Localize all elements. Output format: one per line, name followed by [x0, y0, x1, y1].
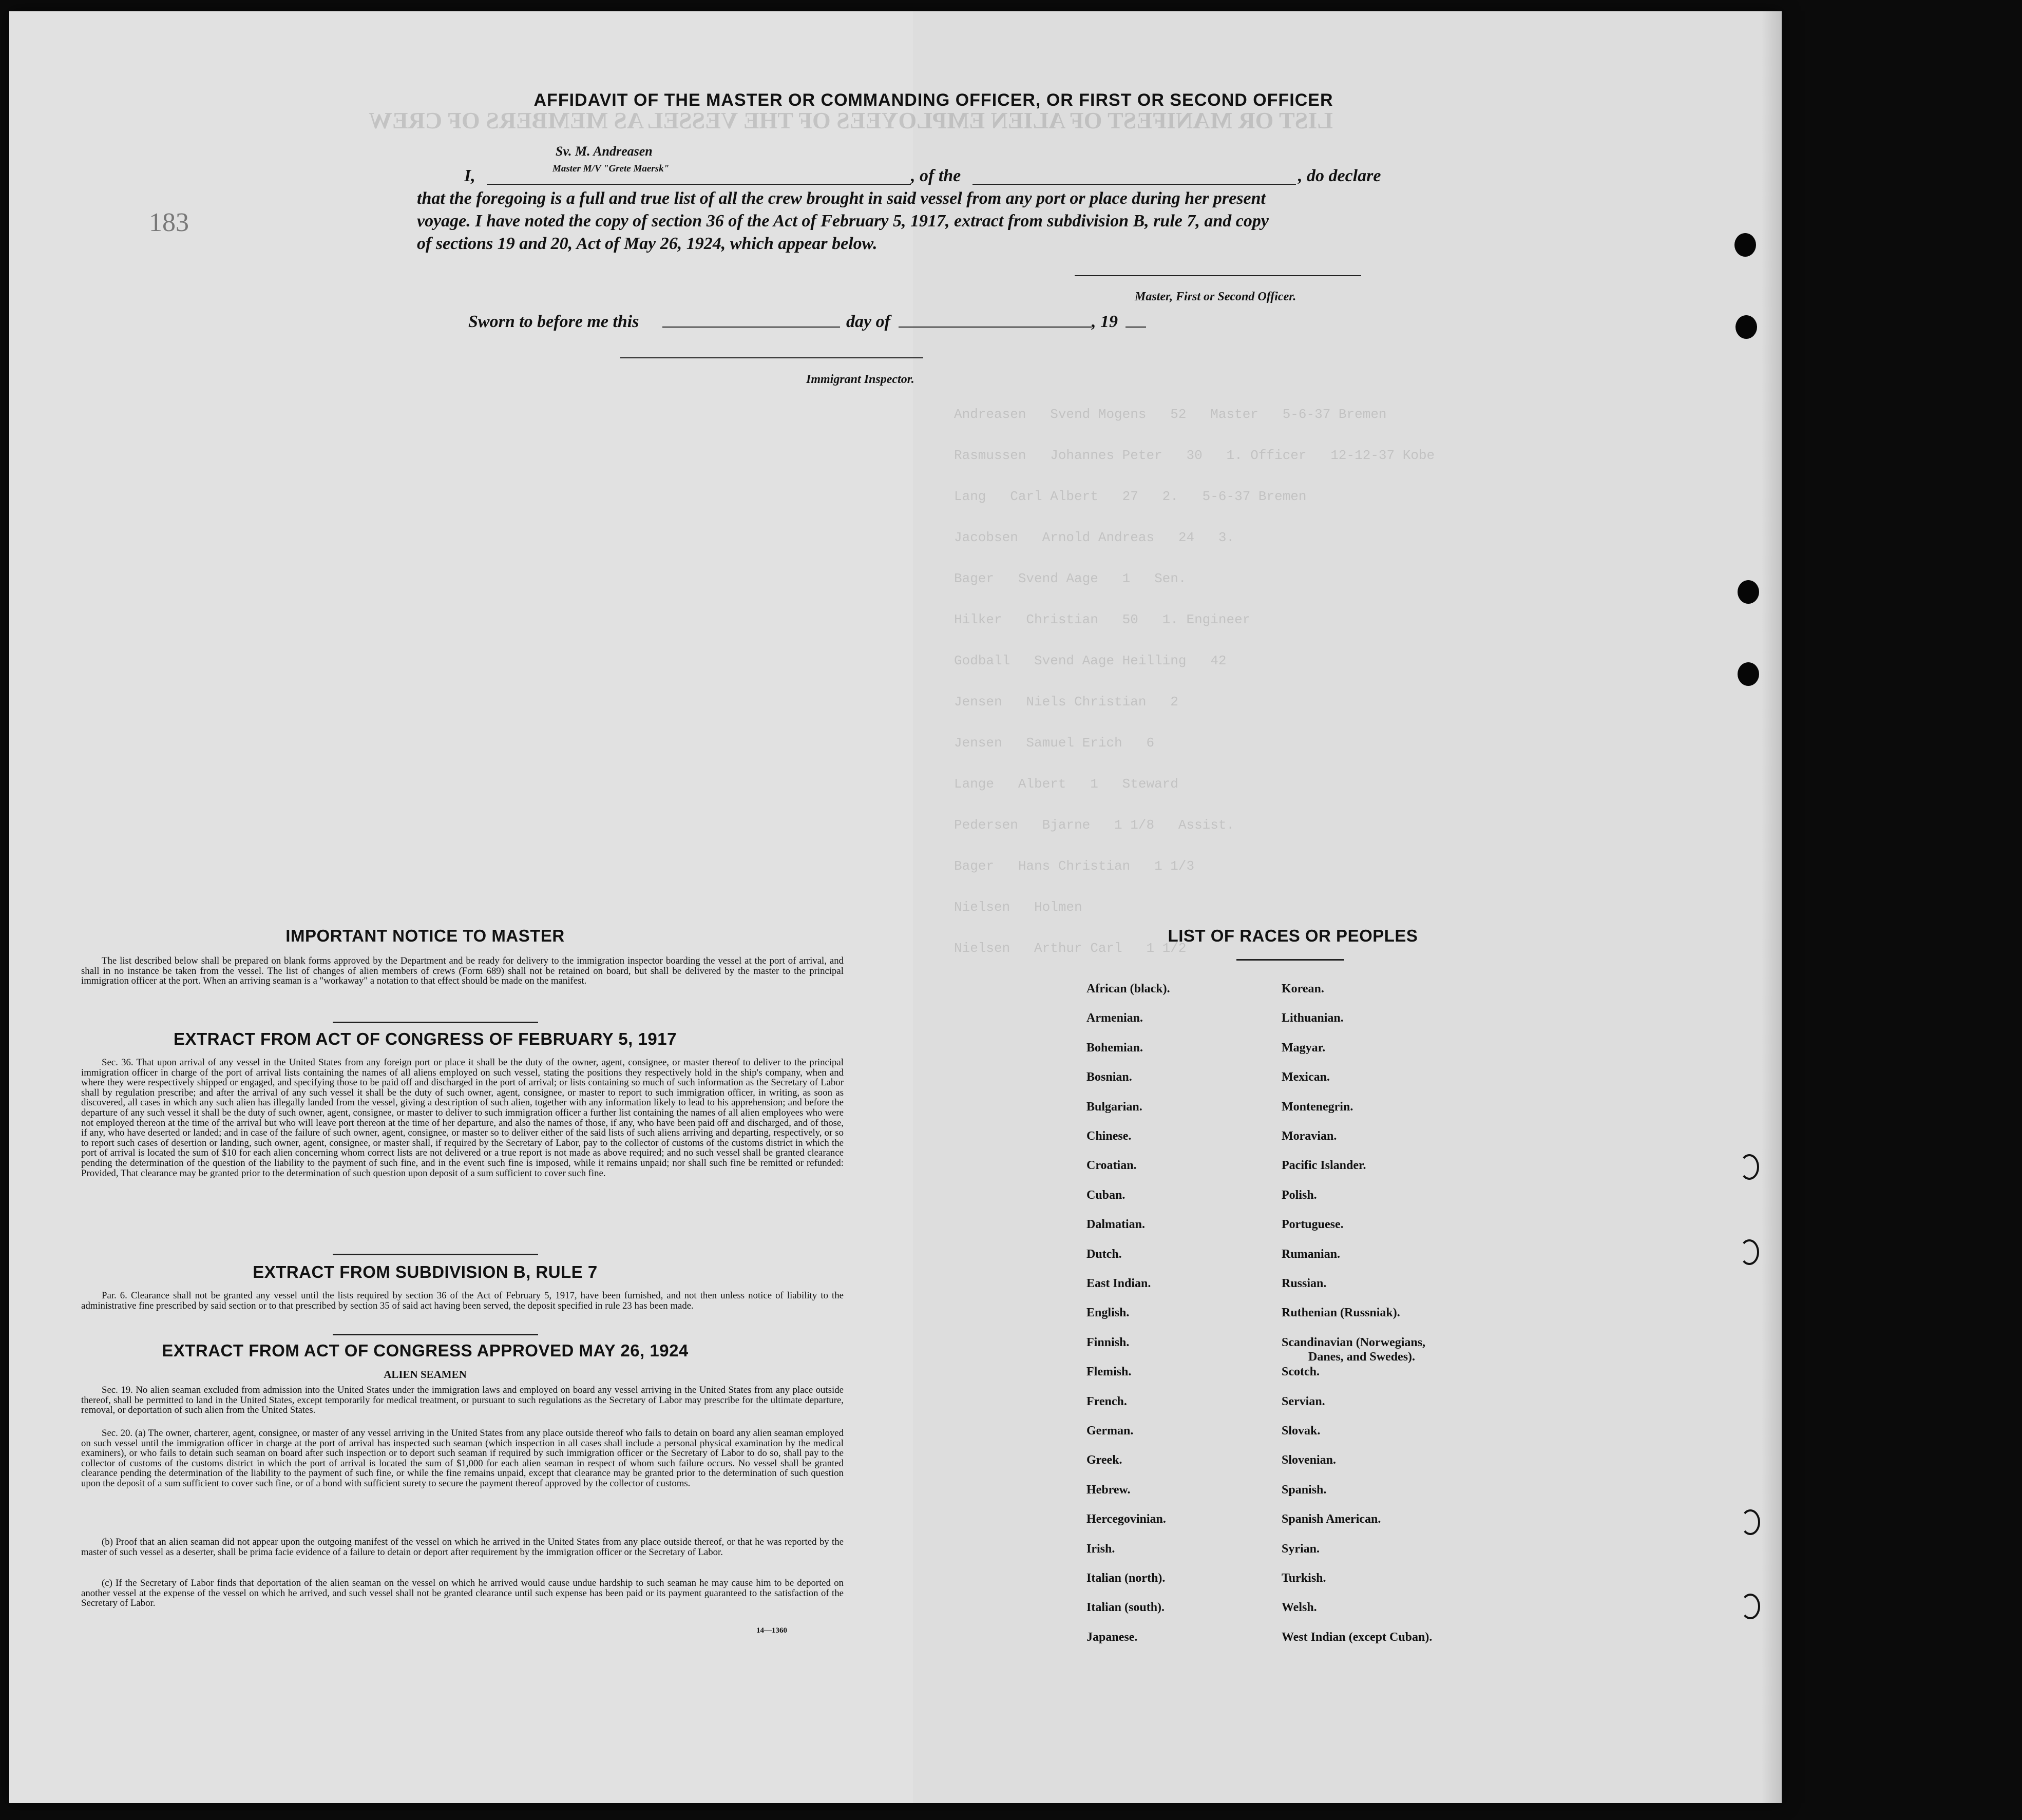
bleed-through-row: Jacobsen Arnold Andreas 24 3.: [954, 530, 1235, 545]
bleed-through-row: Bager Svend Aage 1 Sen.: [954, 571, 1187, 586]
race-item: Danes, and Swedes).: [1308, 1350, 1416, 1364]
race-item: Croatian.: [1086, 1159, 1137, 1173]
race-item: English.: [1086, 1306, 1130, 1320]
margin-number: 183: [149, 208, 189, 237]
race-item: Pacific Islander.: [1282, 1159, 1366, 1173]
bleed-through-row: Jensen Niels Christian 2: [954, 694, 1178, 710]
race-item: East Indian.: [1086, 1277, 1151, 1290]
race-item: Slovak.: [1282, 1424, 1321, 1438]
extract3-sec20b: (b) Proof that an alien seaman did not appear upon the outgoing manifest of the vessel on which he arrived in the United States from any place outside thereof, or that he was reported by the master of such vessel as a deserter, shall be prima facie evidence of a failure to detain or deport after requirement by the immigration officer or the Secretary of Labor.: [81, 1537, 844, 1558]
race-item: Polish.: [1282, 1188, 1317, 1202]
race-item: Slovenian.: [1282, 1453, 1337, 1467]
binder-hole: [1734, 233, 1756, 257]
race-item: Finnish.: [1086, 1335, 1130, 1349]
race-item: Hebrew.: [1086, 1483, 1131, 1497]
race-item: Chinese.: [1086, 1129, 1132, 1143]
sworn-month-underline: [899, 327, 1092, 328]
race-item: Lithuanian.: [1282, 1011, 1344, 1025]
race-item: Cuban.: [1086, 1188, 1126, 1202]
race-item: Bulgarian.: [1086, 1100, 1142, 1114]
race-item: Scotch.: [1282, 1365, 1320, 1379]
race-item: Mexican.: [1282, 1070, 1330, 1084]
bleed-through-row: Pedersen Bjarne 1 1/8 Assist.: [954, 817, 1235, 833]
race-item: West Indian (except Cuban).: [1282, 1630, 1433, 1644]
race-item: Turkish.: [1282, 1572, 1326, 1585]
bleed-through-row: Hilker Christian 50 1. Engineer: [954, 612, 1251, 627]
affidavit-line1-middle: , of the: [911, 166, 961, 185]
extract3-sec20c: (c) If the Secretary of Labor finds that deportation of the alien seaman on the vessel on which he arrived would cause undue hardship to such seaman he may cause him to be deported on another vessel at the expense of the vessel on which he arrived, and such vessel shall not be granted clearance until such expense has been paid or its payment guaranteed to the satisfaction of the Secretary of Labor.: [81, 1578, 844, 1609]
affidavit-line4: of sections 19 and 20, Act of May 26, 1924, which appear below.: [417, 234, 878, 253]
race-item: Korean.: [1282, 982, 1324, 995]
race-item: Hercegovinian.: [1086, 1512, 1166, 1526]
race-item: Spanish American.: [1282, 1512, 1381, 1526]
binder-hole: [1738, 662, 1759, 686]
master-signature-label: Master, First or Second Officer.: [1135, 290, 1296, 303]
race-item: Irish.: [1086, 1542, 1115, 1556]
affidavit-line1-suffix: , do declare: [1298, 166, 1381, 185]
race-item: Italian (south).: [1086, 1601, 1165, 1615]
divider-rule: [333, 1254, 538, 1255]
race-item: German.: [1086, 1424, 1134, 1438]
bleed-through-row: Godball Svend Aage Heilling 42: [954, 653, 1227, 668]
race-item: Scandinavian (Norwegians,: [1282, 1335, 1426, 1349]
bleed-through-row: Nielsen Holmen: [954, 899, 1082, 915]
binder-hole: [1740, 1154, 1759, 1180]
sworn-day-underline: [662, 327, 840, 328]
sworn-year: , 19: [1092, 312, 1118, 331]
race-item: Greek.: [1086, 1453, 1122, 1467]
extract3-subtitle: ALIEN SEAMEN: [384, 1368, 467, 1381]
inspector-signature-line: [620, 357, 923, 358]
signer-capacity: Master M/V "Grete Maersk": [552, 163, 670, 174]
extract2-title: EXTRACT FROM SUBDIVISION B, RULE 7: [253, 1262, 598, 1281]
race-item: Russian.: [1282, 1277, 1327, 1290]
sworn-prefix: Sworn to before me this: [468, 312, 639, 331]
race-item: Bohemian.: [1086, 1041, 1143, 1055]
race-item: Montenegrin.: [1282, 1100, 1353, 1114]
bleed-through-row: Lange Albert 1 Steward: [954, 776, 1178, 792]
sworn-year-underline: [1126, 327, 1146, 328]
bleed-through-row: Jensen Samuel Erich 6: [954, 735, 1155, 751]
race-item: Spanish.: [1282, 1483, 1327, 1497]
extract3-sec19: Sec. 19. No alien seaman excluded from admission into the United States under the immigration laws and employed on board any vessel arriving in the United States from any place outside thereof, shall be permitted to land in the United States, except temporarily for medical treatment, or pursuant to such regulations as the Secretary of Labor may prescribe for the ultimate departure, removal, or deportation of such alien from the United States.: [81, 1385, 844, 1416]
extract2-text: Par. 6. Clearance shall not be granted any vessel until the lists required by section 36 of the Act of February 5, 1917, have been furnished, and not then unless notice of liability to the administrative fine prescribed by said section or to that prescribed by section 35 of said act having been served, the deposit specified in rule 23 has been made.: [81, 1290, 844, 1311]
race-item: Syrian.: [1282, 1542, 1320, 1556]
master-signature-line: [1075, 275, 1361, 276]
race-item: Bosnian.: [1086, 1070, 1132, 1084]
notice-title: IMPORTANT NOTICE TO MASTER: [285, 926, 565, 945]
form-number: 14—1360: [756, 1626, 787, 1635]
bleed-through-row: Bager Hans Christian 1 1/3: [954, 858, 1195, 874]
races-title-rule: [1236, 959, 1344, 961]
race-item: Dalmatian.: [1086, 1218, 1145, 1232]
extract1-title: EXTRACT FROM ACT OF CONGRESS OF FEBRUARY 5, 1917: [174, 1029, 677, 1048]
race-item: Italian (north).: [1086, 1572, 1166, 1585]
sworn-day-label: day of: [846, 312, 890, 331]
extract3-title: EXTRACT FROM ACT OF CONGRESS APPROVED MAY 26, 1924: [162, 1341, 689, 1360]
race-item: Dutch.: [1086, 1247, 1122, 1261]
divider-rule: [333, 1022, 538, 1023]
bleed-through-row: Andreasen Svend Mogens 52 Master 5-6-37 Bremen: [954, 407, 1387, 422]
inspector-label: Immigrant Inspector.: [806, 373, 914, 386]
race-item: Magyar.: [1282, 1041, 1326, 1055]
race-item: Rumanian.: [1282, 1247, 1341, 1261]
race-item: Welsh.: [1282, 1601, 1317, 1615]
vessel-underline: [972, 184, 1296, 185]
name-underline: [487, 184, 911, 185]
affidavit-line2: that the foregoing is a full and true list of all the crew brought in said vessel from any port or place during her present: [417, 189, 1266, 208]
race-item: Servian.: [1282, 1394, 1325, 1408]
binder-hole: [1740, 1239, 1759, 1265]
extract1-text: Sec. 36. That upon arrival of any vessel in the United States from any foreign port or place it shall be the duty of the owner, agent, consignee, or master thereof to deliver to the principal immigration officer in charge of the port of arrival lists containing the names of all aliens employed on such vessel, stating the positions they respectively hold in the ship's company, when and where they were respectively shipped or engaged, and specifying those to be paid off and discharged in the port of arrival; or lists containing so much of such information as the Secretary of Labor shall by regulation prescribe; and after the arrival of any such vessel it shall be the duty of such owner, agent, consignee, or master to report to such immigration officer, in writing, as soon as discovered, all cases in which any such alien has illegally landed from the vessel, giving a description of such alien, together with any information likely to lead to his apprehension; and before the departure of any such vessel it shall be the duty of such owner, agent, consignee, or master to deliver to such immigration officer a further list containing the names of all alien employees who were not employed thereon at the time of the arrival but who will leave port thereon at the time of her departure, and also the names of those, if any, who have been paid off and discharged, and of those, if any, who have deserted or landed; and in case of the failure of such owner, agent, consignee, or master so to deliver either of the said lists of such aliens arriving and departing, respectively, or so to report such cases of desertion or landing, such owner, agent, consignee, or master shall, if required by the Secretary of Labor, pay to the collector of customs of the customs district in which the port of arrival is located the sum of $10 for each alien concerning whom correct lists are not delivered or a true report is not made as above required; and no such vessel shall be granted clearance pending the determination of the question of the liability to the payment of such fine, and in the event such fine is imposed, while it remains unpaid; nor shall such fine be remitted or refunded: Provided, That clearance may be granted prior to the determination of such question upon deposit of a sum sufficient to cover such fine.: [81, 1057, 844, 1179]
signer-name: Sv. M. Andreasen: [556, 144, 653, 159]
binder-hole: [1741, 1594, 1760, 1619]
document-page: [9, 11, 1782, 1803]
race-item: African (black).: [1086, 982, 1170, 995]
affidavit-line3: voyage. I have noted the copy of section 36 of the Act of February 5, 1917, extract from subdivision B, rule 7, and copy: [417, 212, 1269, 231]
race-item: Armenian.: [1086, 1011, 1143, 1025]
race-item: French.: [1086, 1394, 1127, 1408]
race-item: Ruthenian (Russniak).: [1282, 1306, 1400, 1320]
extract3-sec20a: Sec. 20. (a) The owner, charterer, agent, consignee, or master of any vessel arriving in the United States from any place outside thereof who fails to detain on board any alien seaman employed on such vessel until the immigration officer in charge at the port of arrival has inspected such seaman (which inspection in all cases shall include a personal physical examination by the medical examiners), or who fails to detain such seaman on board after such inspection or to deport such seaman if required by such immigration officer or the Secretary of Labor to do so, shall pay to the collector of customs of the customs district in which the port of arrival is located the sum of $1,000 for each alien seaman in respect of whom such failure occurs. No vessel shall be granted clearance pending the determination of the liability to the payment of such fine, or while the fine remains unpaid, except that clearance may be granted prior to the determination of such question upon the deposit of a sum sufficient to cover such fine, or of a bond with sufficient surety to secure the payment thereof approved by the collector of customs.: [81, 1428, 844, 1489]
bleed-through-title: LIST OR MANIFEST OF ALIEN EMPLOYEES OF THE VESSEL AS MEMBERS OF CREW: [369, 107, 1333, 133]
race-item: Flemish.: [1086, 1365, 1132, 1379]
bleed-through-row: Rasmussen Johannes Peter 30 1. Officer 12-12-37 Kobe: [954, 448, 1435, 463]
divider-rule: [333, 1334, 538, 1335]
notice-text: The list described below shall be prepared on blank forms approved by the Department and be ready for delivery to the immigration inspector boarding the vessel at the port of arrival, and shall in no instance be taken from the vessel. The list of changes of alien members of crews (Form 689) shall not be retained on board, but shall be delivered by the master to the principal immigration officer at the port. When an arriving seaman is a "workaway" a notation to that effect should be made on the manifest.: [81, 955, 844, 987]
races-title: LIST OF RACES OR PEOPLES: [1168, 926, 1418, 945]
bleed-through-row: Nielsen Arthur Carl 1 1/2: [954, 941, 1187, 956]
race-item: Moravian.: [1282, 1129, 1337, 1143]
binder-hole: [1741, 1509, 1760, 1535]
binder-hole: [1738, 580, 1759, 604]
bleed-through-row: Lang Carl Albert 27 2. 5-6-37 Bremen: [954, 489, 1307, 504]
race-item: Japanese.: [1086, 1630, 1138, 1644]
race-item: Portuguese.: [1282, 1218, 1344, 1232]
affidavit-line1-prefix: I,: [464, 166, 475, 185]
affidavit-title: AFFIDAVIT OF THE MASTER OR COMMANDING OFFICER, OR FIRST OR SECOND OFFICER: [533, 90, 1333, 110]
binder-hole: [1735, 315, 1757, 339]
